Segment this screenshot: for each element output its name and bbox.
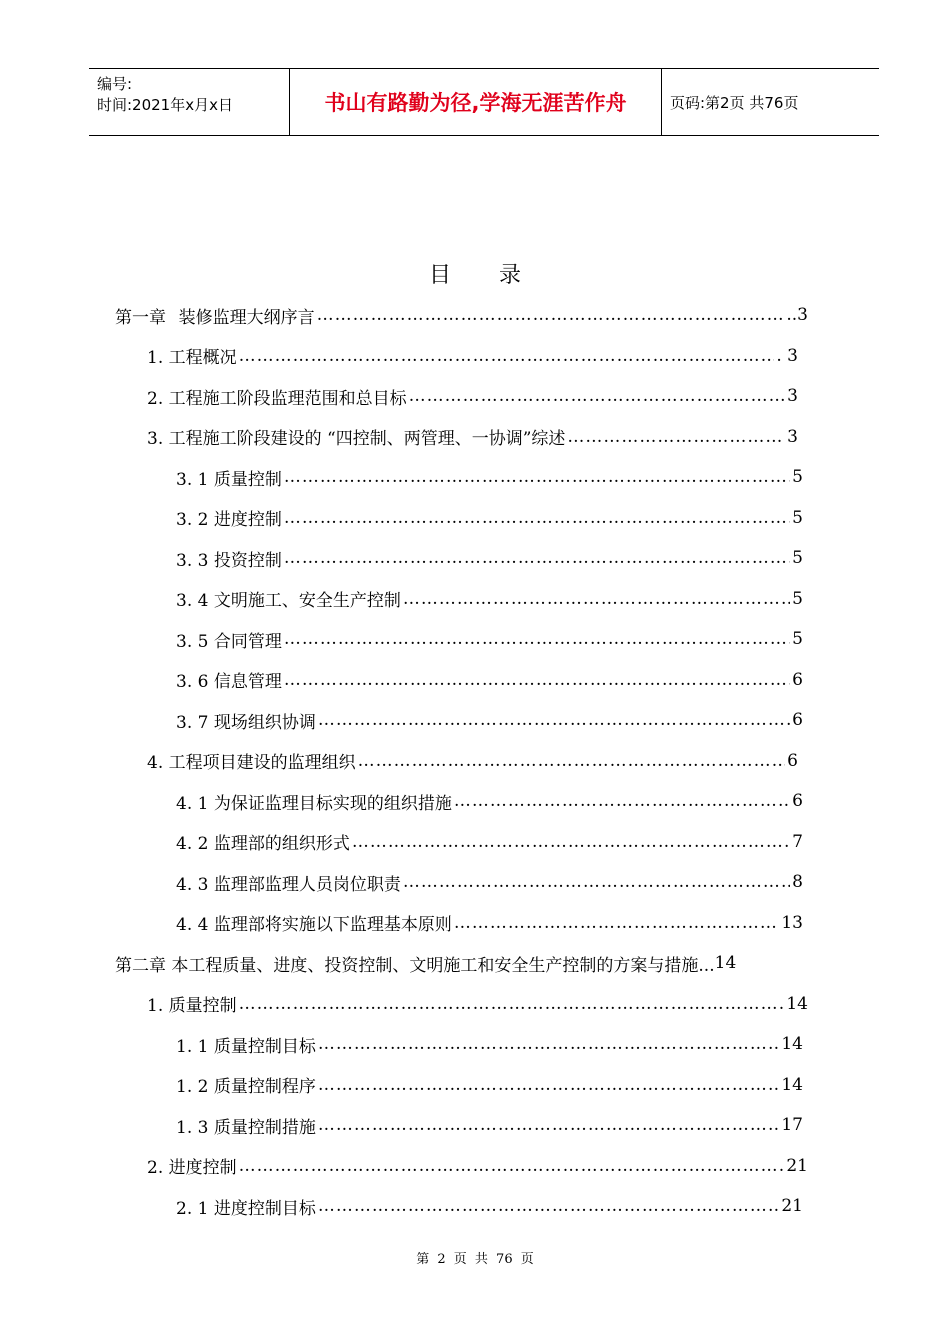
toc-entry-label: 1. 2 质量控制程序 [176, 1077, 316, 1097]
dot-leader [454, 913, 780, 933]
toc-entry-label: 4. 3 监理部监理人员岗位职责 [176, 874, 401, 895]
toc-entry[interactable] [176, 540, 803, 576]
dot-leader [239, 346, 775, 366]
toc-entry-label: 3. 工程施工阶段建设的 “四控制、两管理、一协调”综述 [147, 429, 566, 449]
toc-entry-page: 13 [781, 912, 803, 933]
dot-leader [239, 994, 785, 1014]
dot-leader [403, 872, 790, 892]
dot-leader [284, 670, 790, 690]
toc-entry-page: 5 [792, 588, 803, 609]
toc-entry-page: 6 [792, 710, 803, 730]
toc-entry[interactable] [115, 297, 808, 333]
toc-entry-page: . 3 [776, 345, 798, 366]
toc-entry-page: 14 [714, 953, 737, 973]
toc-entry-page: 14 [786, 993, 808, 1014]
toc-title: 目录 [428, 263, 569, 288]
dot-leader [318, 1034, 780, 1054]
toc-entry[interactable] [176, 824, 803, 860]
toc-entry-label: 4. 工程项目建设的监理组织 [147, 753, 356, 773]
dot-leader [318, 710, 790, 730]
toc-entry-page: 14 [781, 1074, 803, 1095]
dot-leader [352, 832, 790, 852]
toc-entry[interactable] [176, 905, 803, 941]
toc-entry-page: 21 [786, 1155, 808, 1176]
toc-entry[interactable] [176, 783, 803, 819]
toc-entry[interactable] [176, 1026, 803, 1062]
toc-entry[interactable] [147, 743, 798, 779]
toc-entry-label: 3. 5 合同管理 [176, 631, 282, 652]
toc-entry[interactable] [176, 459, 803, 495]
page-footer: 第 2 页 共 76 页 [416, 1252, 534, 1267]
serial-label: 编号: [97, 75, 133, 93]
dot-leader [284, 629, 790, 649]
toc-entry-page: 6 [792, 669, 803, 690]
dot-leader [318, 1075, 780, 1095]
toc-entry[interactable] [147, 986, 808, 1022]
toc-entry-page: 5 [792, 629, 803, 649]
toc-entry-page: 21 [781, 1196, 803, 1216]
dot-leader [318, 1115, 780, 1135]
toc-entry-label: 1. 1 质量控制目标 [176, 1036, 316, 1057]
dot-leader [409, 386, 786, 406]
header-motto: 书山有路勤为径,学海无涯苦作舟 [290, 69, 662, 135]
toc-entry[interactable] [147, 378, 798, 414]
toc-entry[interactable] [176, 500, 803, 536]
toc-entry-label: 4. 4 监理部将实施以下监理基本原则 [176, 915, 452, 935]
toc-entry-label: 2. 工程施工阶段监理范围和总目标 [147, 388, 407, 409]
toc-entry-label: 2. 进度控制 [147, 1158, 237, 1178]
toc-entry-label: 3. 6 信息管理 [176, 672, 282, 692]
header-meta [89, 69, 290, 135]
dot-leader [284, 467, 790, 487]
toc-entry-page: ..3 [786, 305, 808, 325]
toc-entry-chapter: 第一章 [115, 307, 166, 328]
time-label: 时间:2021年x月x日 [97, 96, 233, 114]
toc-entry-label: 1. 工程概况 [147, 348, 237, 368]
toc-entry-label: 1. 质量控制 [147, 996, 237, 1016]
toc-entry-label: 第二章 本工程质量、进度、投资控制、文明施工和安全生产控制的方案与措施... [115, 955, 715, 976]
dot-leader [284, 548, 790, 568]
toc-entry-page: 3 [787, 386, 798, 406]
toc-entry[interactable] [115, 945, 808, 981]
toc-entry-page: 14 [781, 1034, 803, 1054]
page-header [89, 68, 879, 136]
dot-leader [318, 1196, 780, 1216]
toc-entry[interactable] [176, 621, 803, 657]
toc-entry-label: 2. 1 进度控制目标 [176, 1198, 316, 1219]
toc-entry[interactable] [147, 1148, 808, 1184]
toc-entry-label: 4. 2 监理部的组织形式 [176, 834, 350, 854]
toc-entry-page: 17 [781, 1115, 803, 1135]
toc-entry-page: 3 [787, 426, 798, 447]
toc-entry-label: 4. 1 为保证监理目标实现的组织措施 [176, 793, 452, 814]
dot-leader [239, 1156, 785, 1176]
dot-leader [284, 508, 790, 528]
dot-leader [317, 305, 785, 325]
toc-entry-label: 3. 3 投资控制 [176, 550, 282, 571]
toc-entry-page: 8 [792, 872, 803, 892]
toc-entry[interactable] [176, 662, 803, 698]
toc-entry-page: 5 [792, 548, 803, 568]
toc-entry-page: 5 [792, 507, 803, 528]
dot-leader [403, 589, 790, 609]
toc-entry-page: 5 [792, 467, 803, 487]
toc-entry-label: 3. 2 进度控制 [176, 510, 282, 530]
toc-entry-label: 装修监理大纲序言 [178, 307, 315, 328]
toc-entry-label: 1. 3 质量控制措施 [176, 1117, 316, 1138]
toc-entry[interactable] [176, 864, 803, 900]
toc-entry[interactable] [176, 702, 803, 738]
dot-leader [567, 427, 785, 447]
toc-entry[interactable] [176, 581, 803, 617]
header-page-info: 页码:第2页 共76页 [670, 93, 799, 112]
toc-entry-page: 7 [792, 831, 803, 852]
dot-leader [358, 751, 786, 771]
toc-entry[interactable] [147, 419, 798, 455]
toc-entry-label: 3. 7 现场组织协调 [176, 712, 316, 733]
toc-entry[interactable] [176, 1067, 803, 1103]
toc-entry-label: 3. 1 质量控制 [176, 469, 282, 490]
dot-leader [454, 791, 790, 811]
toc-entry[interactable] [176, 1188, 803, 1224]
toc-entry[interactable] [176, 1107, 803, 1143]
toc-entry-page: 6 [787, 750, 798, 771]
toc-entry[interactable] [147, 338, 798, 374]
toc-entry-page: 6 [792, 791, 803, 811]
toc-entry-label: 3. 4 文明施工、安全生产控制 [176, 591, 401, 611]
